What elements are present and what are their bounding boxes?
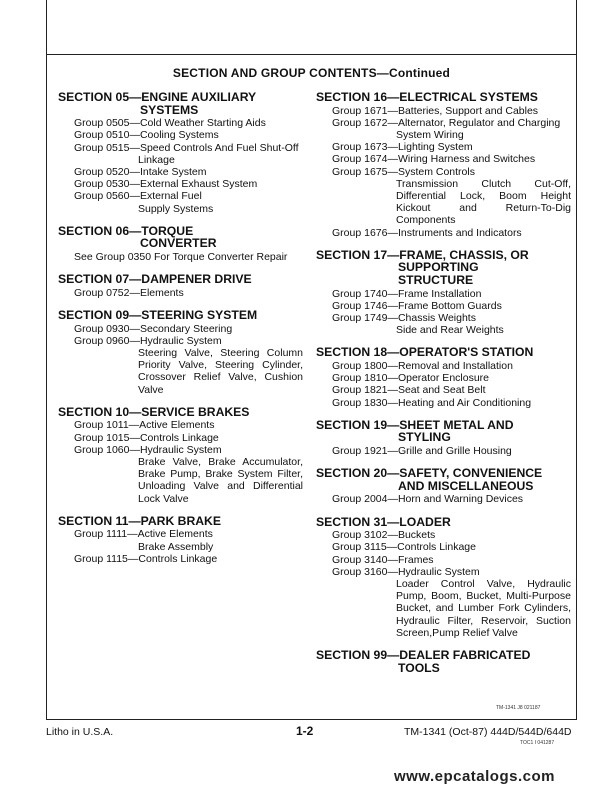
group-continuation: Supply Systems [138, 202, 214, 215]
group-entry: Group 0752—Elements [74, 286, 184, 299]
group-entry: Group 1671—Batteries, Support and Cables [332, 104, 539, 117]
page-title: SECTION AND GROUP CONTENTS—Continued [172, 66, 451, 80]
section-heading [316, 467, 571, 492]
group-entry: Group 3140—Frames [332, 553, 434, 566]
section-heading-line: CONVERTER [140, 236, 217, 251]
watermark-link[interactable]: www.epcatalogs.com [394, 768, 555, 785]
group-entry: Group 1921—Grille and Grille Housing [332, 445, 512, 458]
section-block [58, 91, 303, 215]
section-heading [58, 91, 303, 116]
group-entry: Group 1740—Frame Installation [332, 287, 482, 300]
section-heading-line: SECTION 07—DAMPENER DRIVE [58, 272, 252, 287]
group-entry: Group 1749—Chassis Weights [332, 312, 476, 325]
group-entry: Group 1673—Lighting System [332, 141, 473, 154]
section-block [58, 225, 303, 263]
left-column [58, 91, 303, 575]
section-heading [58, 225, 303, 250]
section-block [58, 309, 303, 396]
section-heading-line: SECTION 09—STEERING SYSTEM [58, 308, 258, 322]
section-heading-line: SECTION 06—TORQUE [58, 223, 194, 238]
section-heading [316, 91, 571, 104]
group-entry: Group 0560—External Fuel [74, 190, 202, 203]
section-heading-line: SECTION 99—DEALER FABRICATED [316, 648, 531, 663]
group-continuation: Brake Assembly [138, 540, 214, 553]
group-entry: Group 1015—Controls Linkage [74, 431, 219, 444]
group-entry: Group 1115—Controls Linkage [74, 552, 218, 565]
page-number: 1-2 [296, 724, 314, 738]
right-column [316, 91, 571, 684]
top-border [46, 0, 577, 54]
section-block [316, 419, 571, 457]
group-entry: Group 1011—Active Elements [74, 419, 215, 432]
section-heading-line: SECTION 19—SHEET METAL AND [316, 417, 514, 432]
group-entry: Group 0930—Secondary Steering [74, 322, 233, 335]
tm-code-small: TM-1341 J8 021187 [496, 705, 541, 711]
group-entry: Group 0530—External Exhaust System [74, 178, 258, 191]
group-entry: Group 0505—Cold Weather Starting Aids [74, 117, 266, 130]
group-description: Steering Valve, Steering Column Priority Valve, Steering Cylinder, Crossover Relief Valve, Cushion Valve [138, 347, 303, 396]
section-heading-line: TOOLS [398, 660, 440, 675]
section-block [316, 346, 571, 408]
group-entry: Group 1672—Alternator, Regulator and Charging [332, 116, 561, 129]
section-heading-line: SECTION 16—ELECTRICAL SYSTEMS [316, 90, 538, 104]
section-block [316, 91, 571, 239]
group-entry: Group 1800—Removal and Installation [332, 360, 513, 373]
section-heading [58, 406, 303, 419]
section-block [58, 273, 303, 299]
section-block [316, 249, 571, 337]
section-block [316, 516, 571, 639]
footer-manual-id: TM-1341 (Oct-87) 444D/544D/644D [404, 726, 572, 738]
section-heading [316, 649, 571, 674]
group-entry: Group 3160—Hydraulic System [332, 565, 480, 578]
group-entry: Group 1675—System Controls [332, 165, 475, 178]
section-heading-line: STYLING [398, 430, 451, 445]
section-heading [58, 273, 303, 286]
section-heading-line: SECTION 18—OPERATOR'S STATION [316, 345, 534, 360]
toc-code: TOC1 I 041287 [520, 740, 555, 746]
section-heading-line: SUPPORTING [398, 260, 479, 275]
section-block [58, 406, 303, 505]
group-description: Transmission Clutch Cut-Off, Differential Lock, Boom Height Kickout and Return-To-Dig Components [396, 177, 571, 227]
group-entry: Group 1111—Active Elements [74, 528, 213, 541]
section-heading-line: STRUCTURE [398, 273, 474, 288]
section-block [316, 649, 571, 674]
footer-litho: Litho in U.S.A. [46, 726, 114, 738]
group-entry: Group 0515—Speed Controls And Fuel Shut-Off [74, 141, 299, 154]
group-entry: Group 1821—Seat and Seat Belt [332, 384, 486, 397]
section-block [58, 515, 303, 565]
section-block [316, 467, 571, 505]
group-entry: Group 1746—Frame Bottom Guards [332, 299, 502, 312]
group-entry: Group 1060—Hydraulic System [74, 443, 222, 456]
group-entry: Group 1676—Instruments and Indicators [332, 226, 522, 239]
section-heading-line: SECTION 20—SAFETY, CONVENIENCE [316, 466, 543, 481]
section-heading [316, 516, 571, 529]
group-entry: Group 1674—Wiring Harness and Switches [332, 153, 536, 166]
section-heading [316, 346, 571, 359]
group-continuation: Side and Rear Weights [396, 324, 504, 337]
group-entry: Group 2004—Horn and Warning Devices [332, 493, 524, 506]
group-description: Brake Valve, Brake Accumulator, Brake Pump, Brake System Filter, Unloading Valve and Differential Lock Valve [138, 456, 303, 505]
group-entry: Group 0520—Intake System [74, 166, 207, 178]
section-heading-line: SECTION 17—FRAME, CHASSIS, OR [316, 247, 529, 262]
group-continuation: System Wiring [396, 129, 464, 141]
section-heading [316, 419, 571, 444]
group-entry: Group 1830—Heating and Air Conditioning [332, 396, 532, 409]
group-entry: Group 0510—Cooling Systems [74, 129, 219, 142]
group-description: Loader Control Valve, Hydraulic Pump, Boom, Bucket, Multi-Purpose Bucket, and Lumber Fork Cylinders, Hydraulic Filter, Reservoir, Suction Screen,Pump Relief Valve [396, 578, 571, 639]
section-heading-line: SECTION 10—SERVICE BRAKES [58, 404, 250, 419]
section-heading-line: SYSTEMS [140, 102, 199, 117]
section-heading [58, 515, 303, 528]
group-entry: Group 1810—Operator Enclosure [332, 372, 490, 385]
section-heading [316, 249, 571, 287]
section-heading [58, 309, 303, 322]
section-heading-line: SECTION 05—ENGINE AUXILIARY [58, 90, 257, 104]
section-heading-line: AND MISCELLANEOUS [398, 478, 534, 493]
group-entry: Group 0960—Hydraulic System [74, 334, 222, 347]
group-continuation: Linkage [138, 153, 175, 166]
group-entry: See Group 0350 For Torque Converter Repair [74, 251, 288, 263]
section-heading-line: SECTION 11—PARK BRAKE [58, 513, 221, 528]
group-entry: Group 3102—Buckets [332, 529, 436, 542]
group-entry: Group 3115—Controls Linkage [332, 541, 476, 554]
section-heading-line: SECTION 31—LOADER [316, 514, 451, 529]
